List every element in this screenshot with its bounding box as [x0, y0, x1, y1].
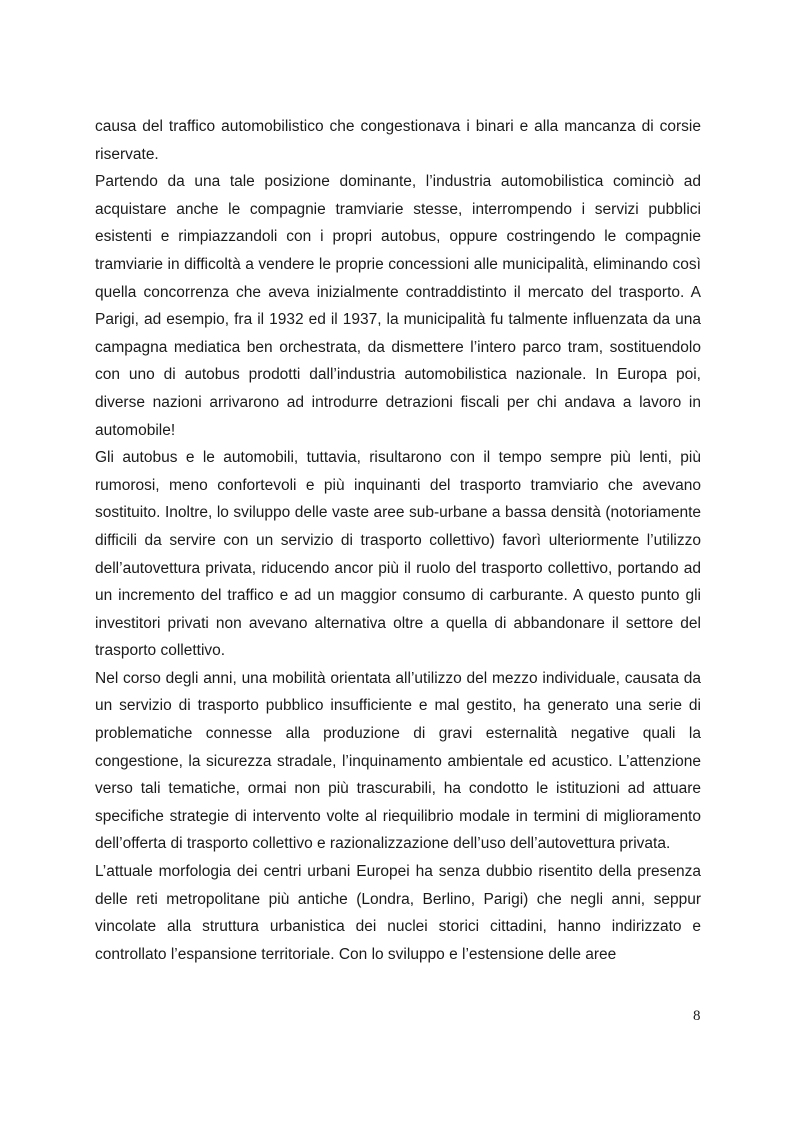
paragraph-buses-and-cars: Gli autobus e le automobili, tuttavia, risultarono con il tempo sempre più lenti, più rumorosi, meno confortevoli e più inquinanti del trasporto tramviario che avevano sostituito. Inoltre, lo sviluppo delle vaste aree sub-urbane a bassa densità (notoriamente difficili da servire con un servizio di trasporto collettivo) favorì ulteriormente l’utilizzo dell’autovettura privata, riducendo ancor più il ruolo del trasporto collettivo, portando ad un incremento del traffico e ad un maggior consumo di carburante. A questo punto gli investitori privati non avevano alternativa oltre a quella di abbandonare il settore del trasporto collettivo. [95, 449, 701, 660]
paragraph-individual-mobility: Nel corso degli anni, una mobilità orientata all’utilizzo del mezzo individuale, causata da un servizio di trasporto pubblico insufficiente e mal gestito, ha generato una serie di problematiche connesse alla produzione di gravi esternalità negative quali la congestione, la sicurezza stradale, l’inquinamento ambientale ed acustico. L’attenzione verso tali tematiche, ormai non più trascurabili, ha condotto le istituzioni ad attuare specifiche strategie di intervento volte al riequilibrio modale in termini di miglioramento dell’offerta di trasporto collettivo e razionalizzazione dell’uso dell’autovettura privata. [95, 669, 701, 853]
body-text [95, 113, 701, 968]
page-number: 8 [693, 1008, 701, 1024]
paragraph-urban-morphology: L’attuale morfologia dei centri urbani Europei ha senza dubbio risentito della presenza delle reti metropolitane più antiche (Londra, Berlino, Parigi) che negli anni, seppur vincolate alla struttura urbanistica dei nuclei storici cittadini, hanno indirizzato e controllato l’espansione territoriale. Con lo sviluppo e l’estensione delle aree [95, 863, 701, 963]
paragraph-automobile-industry: Partendo da una tale posizione dominante, l’industria automobilistica cominciò ad acquistare anche le compagnie tramviarie stesse, interrompendo i servizi pubblici esistenti e rimpiazzandoli con i propri autobus, oppure costringendo le compagnie tramviarie in difficoltà a vendere le proprie concessioni alle municipalità, eliminando così quella concorrenza che aveva inizialmente contraddistinto il mercato del trasporto. A Parigi, ad esempio, fra il 1932 ed il 1937, la municipalità fu talmente influenzata da una campagna mediatica ben orchestrata, da dismettere l’intero parco tram, sostituendolo con uno di autobus prodotti dall’industria automobilistica nazionale. In Europa poi, diverse nazioni arrivarono ad introdurre detrazioni fiscali per chi andava a lavoro in automobile! [95, 173, 701, 439]
paragraph-continuation: causa del traffico automobilistico che congestionava i binari e alla mancanza di corsie riservate. [95, 118, 701, 163]
